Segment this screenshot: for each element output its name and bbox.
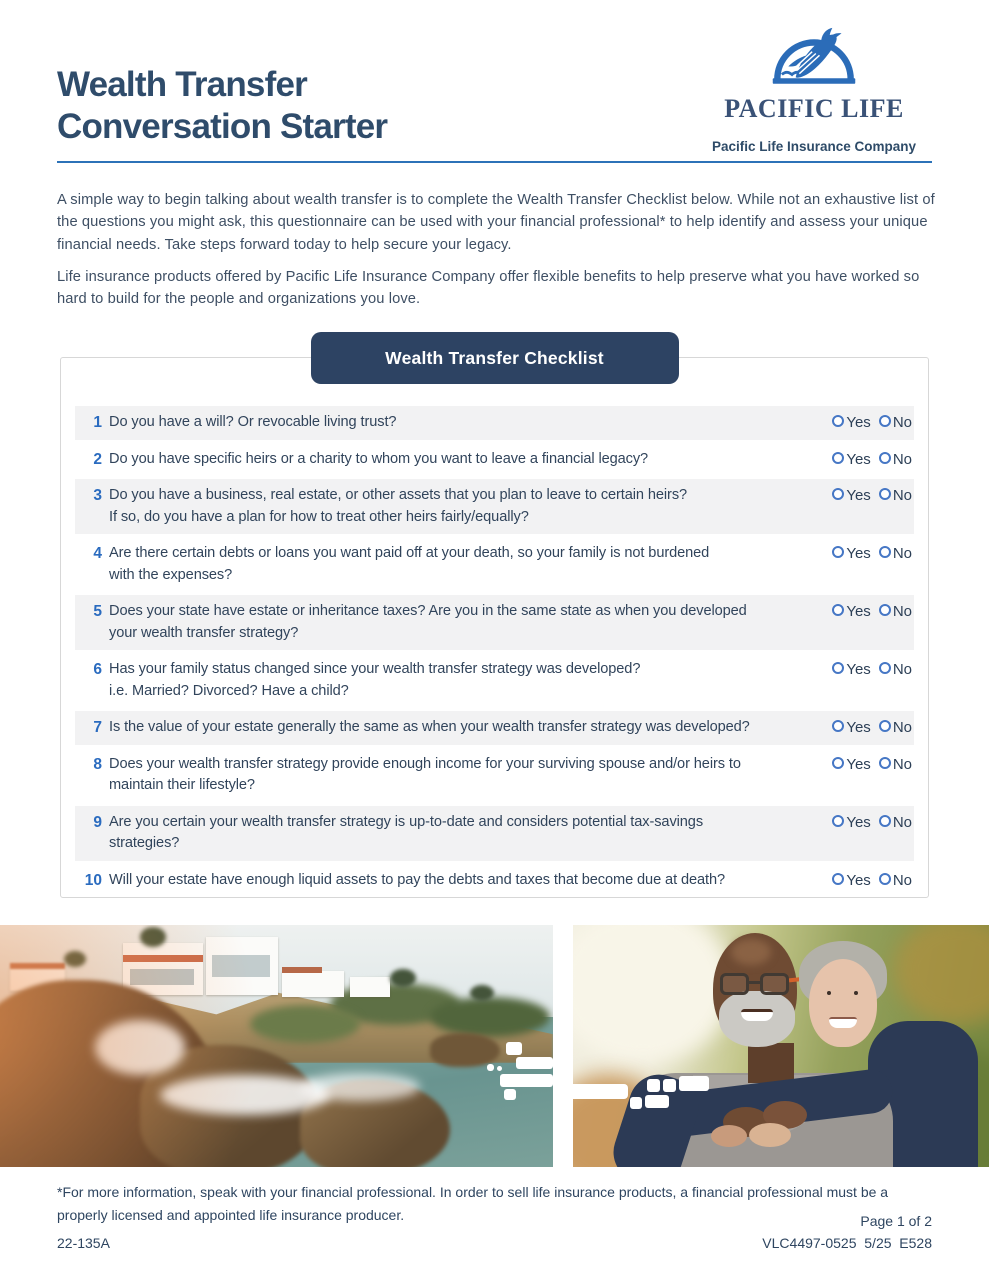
checklist-row-9 bbox=[75, 806, 914, 861]
woman-eye bbox=[827, 991, 831, 995]
question-text bbox=[109, 812, 818, 855]
no-radio[interactable] bbox=[879, 488, 891, 500]
yes-option[interactable]: Yes bbox=[832, 812, 870, 834]
question-text bbox=[109, 870, 818, 892]
checklist-box bbox=[60, 357, 929, 898]
intro-paragraph-2: Life insurance products offered by Pacific Life Insurance Company offer flexible benefits to help preserve what you have worked so hard to build for the people and organizations you love. bbox=[57, 269, 920, 308]
question-number: 4 bbox=[93, 545, 102, 562]
yes-radio[interactable] bbox=[832, 415, 844, 427]
no-radio[interactable] bbox=[879, 757, 891, 769]
question-text bbox=[109, 543, 818, 586]
yes-no-options bbox=[818, 812, 914, 834]
pixel-motif bbox=[504, 1089, 516, 1100]
yes-no-options bbox=[818, 717, 914, 739]
senior-couple-photo bbox=[573, 925, 989, 1167]
checklist-row-10 bbox=[75, 864, 914, 898]
yes-option[interactable]: Yes bbox=[832, 485, 870, 507]
document-code: VLC4497-0525 5/25 E528 bbox=[762, 1235, 932, 1251]
question-number: 6 bbox=[93, 661, 102, 678]
question-line1: Does your state have estate or inheritance taxes? Are you in the same state as when you developed bbox=[109, 603, 747, 619]
man-smile bbox=[741, 1009, 773, 1021]
yes-option[interactable]: Yes bbox=[832, 870, 870, 892]
pacific-life-logo bbox=[696, 26, 932, 154]
man-neck bbox=[748, 1043, 794, 1083]
question-text bbox=[109, 754, 818, 797]
question-number: 2 bbox=[93, 450, 102, 468]
no-radio[interactable] bbox=[879, 662, 891, 674]
yes-no-options bbox=[818, 449, 914, 471]
head-highlight bbox=[731, 939, 771, 965]
yes-option[interactable]: Yes bbox=[832, 543, 870, 565]
glasses-bridge bbox=[749, 981, 760, 984]
whale-arch-icon bbox=[768, 26, 860, 92]
no-option[interactable]: No bbox=[879, 659, 912, 681]
yes-radio[interactable] bbox=[832, 662, 844, 674]
no-radio[interactable] bbox=[879, 815, 891, 827]
question-number: 8 bbox=[93, 755, 102, 773]
no-radio[interactable] bbox=[879, 720, 891, 732]
yes-no-options bbox=[818, 543, 914, 565]
question-line1: Do you have a business, real estate, or other assets that you plan to leave to certain heirs? bbox=[109, 487, 688, 503]
question-number: 9 bbox=[93, 813, 102, 831]
question-line2: strategies? bbox=[109, 835, 180, 851]
question-line2: with the expenses? bbox=[109, 566, 233, 583]
question-line1: Do you have a will? Or revocable living trust? bbox=[109, 414, 397, 430]
question-line2: maintain their lifestyle? bbox=[109, 777, 255, 793]
page-title-line2: Conversation Starter bbox=[57, 107, 388, 146]
no-radio[interactable] bbox=[879, 452, 891, 464]
pixel-motif bbox=[500, 1074, 553, 1087]
clasped-hands bbox=[711, 1125, 747, 1147]
pixel-motif bbox=[506, 1042, 522, 1055]
yes-option[interactable]: Yes bbox=[832, 754, 870, 776]
photo-strip bbox=[0, 925, 989, 1167]
no-option[interactable]: No bbox=[879, 717, 912, 739]
question-line2: your wealth transfer strategy? bbox=[109, 624, 299, 641]
pixel-motif bbox=[679, 1076, 709, 1091]
yes-radio[interactable] bbox=[832, 604, 844, 616]
no-radio[interactable] bbox=[879, 873, 891, 885]
no-radio[interactable] bbox=[879, 415, 891, 427]
question-text bbox=[109, 659, 818, 702]
question-text bbox=[109, 485, 818, 528]
warm-light-overlay bbox=[0, 925, 553, 1167]
no-radio[interactable] bbox=[879, 546, 891, 558]
no-option[interactable]: No bbox=[879, 812, 912, 834]
brand-wordmark: PACIFIC LIFE bbox=[724, 94, 904, 123]
checklist-row-4 bbox=[75, 537, 914, 592]
question-number: 10 bbox=[84, 871, 102, 889]
yes-radio[interactable] bbox=[832, 546, 844, 558]
question-text bbox=[109, 717, 818, 739]
pixel-motif bbox=[645, 1095, 669, 1108]
question-text bbox=[109, 412, 818, 434]
coastal-cliff-photo bbox=[0, 925, 553, 1167]
glasses-left-lens bbox=[720, 973, 749, 995]
yes-option[interactable]: Yes bbox=[832, 449, 870, 471]
clasped-hands bbox=[749, 1123, 791, 1147]
question-number: 1 bbox=[93, 414, 102, 431]
question-line1: Are you certain your wealth transfer strategy is up-to-date and considers potential tax-savings bbox=[109, 813, 704, 830]
no-option[interactable]: No bbox=[879, 412, 912, 434]
glasses-right-lens bbox=[760, 973, 789, 995]
intro-paragraph-1: A simple way to begin talking about wealth transfer is to complete the Wealth Transfer Checklist below. While not an exhaustive list of the questions you might ask, this questionnaire can be used with your financial professional* to help identify and assess your unique financial needs. Take steps forward today to help secure your legacy. bbox=[57, 192, 935, 253]
yes-no-options bbox=[818, 754, 914, 776]
footnote: *For more information, speak with your financial professional. In order to sell life insurance products, a financial professional must be a properly licensed and appointed life insurance producer. bbox=[57, 1184, 889, 1223]
no-option[interactable]: No bbox=[879, 870, 912, 892]
pixel-motif bbox=[630, 1097, 642, 1109]
checklist-row-1 bbox=[75, 406, 914, 440]
yes-radio[interactable] bbox=[832, 815, 844, 827]
question-number: 5 bbox=[93, 603, 102, 620]
pixel-motif bbox=[487, 1064, 494, 1071]
question-number: 7 bbox=[93, 719, 102, 736]
question-number: 3 bbox=[93, 487, 102, 504]
checklist-row-2 bbox=[75, 443, 914, 477]
yes-radio[interactable] bbox=[832, 452, 844, 464]
no-option[interactable]: No bbox=[879, 449, 912, 471]
woman-smile bbox=[829, 1017, 857, 1028]
pixel-motif bbox=[497, 1066, 502, 1071]
page-title bbox=[57, 64, 387, 148]
question-line1: Is the value of your estate generally the same as when your wealth transfer strategy was developed? bbox=[109, 719, 750, 735]
yes-radio[interactable] bbox=[832, 873, 844, 885]
no-option[interactable]: No bbox=[879, 485, 912, 507]
checklist-title-banner: Wealth Transfer Checklist bbox=[311, 332, 679, 384]
yes-no-options bbox=[818, 870, 914, 892]
yes-radio[interactable] bbox=[832, 488, 844, 500]
question-line1: Are there certain debts or loans you want paid off at your death, so your family is not burdened bbox=[109, 545, 710, 561]
yes-radio[interactable] bbox=[832, 757, 844, 769]
pixel-motif bbox=[663, 1079, 676, 1092]
header-divider bbox=[57, 161, 932, 163]
page-number: Page 1 of 2 bbox=[860, 1213, 932, 1229]
no-option[interactable]: No bbox=[879, 754, 912, 776]
pixel-motif bbox=[573, 1084, 628, 1099]
pixel-motif bbox=[516, 1057, 553, 1069]
woman-face bbox=[809, 959, 877, 1047]
yes-radio[interactable] bbox=[832, 720, 844, 732]
form-number: 22-135A bbox=[57, 1235, 110, 1251]
pixel-motif bbox=[647, 1079, 660, 1092]
page-title-line1: Wealth Transfer bbox=[57, 65, 307, 104]
yes-no-options bbox=[818, 601, 914, 623]
question-text bbox=[109, 449, 818, 471]
checklist-row-7 bbox=[75, 711, 914, 745]
question-line2: i.e. Married? Divorced? Have a child? bbox=[109, 682, 349, 699]
yes-option[interactable]: Yes bbox=[832, 659, 870, 681]
checklist-row-3 bbox=[75, 479, 914, 534]
company-name: Pacific Life Insurance Company bbox=[711, 139, 917, 154]
question-text bbox=[109, 601, 818, 644]
yes-option[interactable]: Yes bbox=[832, 601, 870, 623]
question-line1: Has your family status changed since your wealth transfer strategy was developed? bbox=[109, 661, 641, 677]
question-line1: Do you have specific heirs or a charity to whom you want to leave a financial legacy? bbox=[109, 450, 649, 467]
yes-option[interactable]: Yes bbox=[832, 412, 870, 434]
yes-no-options bbox=[818, 485, 914, 507]
checklist-row-5 bbox=[75, 595, 914, 650]
question-line1: Does your wealth transfer strategy provide enough income for your surviving spouse and/or heirs to bbox=[109, 755, 741, 772]
checklist-row-6 bbox=[75, 653, 914, 708]
yes-no-options bbox=[818, 659, 914, 681]
checklist-row-8 bbox=[75, 748, 914, 803]
question-line2: If so, do you have a plan for how to treat other heirs fairly/equally? bbox=[109, 508, 529, 525]
no-option[interactable]: No bbox=[879, 601, 912, 623]
yes-no-options bbox=[818, 412, 914, 434]
question-line1: Will your estate have enough liquid assets to pay the debts and taxes that become due at death? bbox=[109, 871, 726, 888]
no-option[interactable]: No bbox=[879, 543, 912, 565]
yes-option[interactable]: Yes bbox=[832, 717, 870, 739]
no-radio[interactable] bbox=[879, 604, 891, 616]
woman-eye bbox=[854, 991, 858, 995]
